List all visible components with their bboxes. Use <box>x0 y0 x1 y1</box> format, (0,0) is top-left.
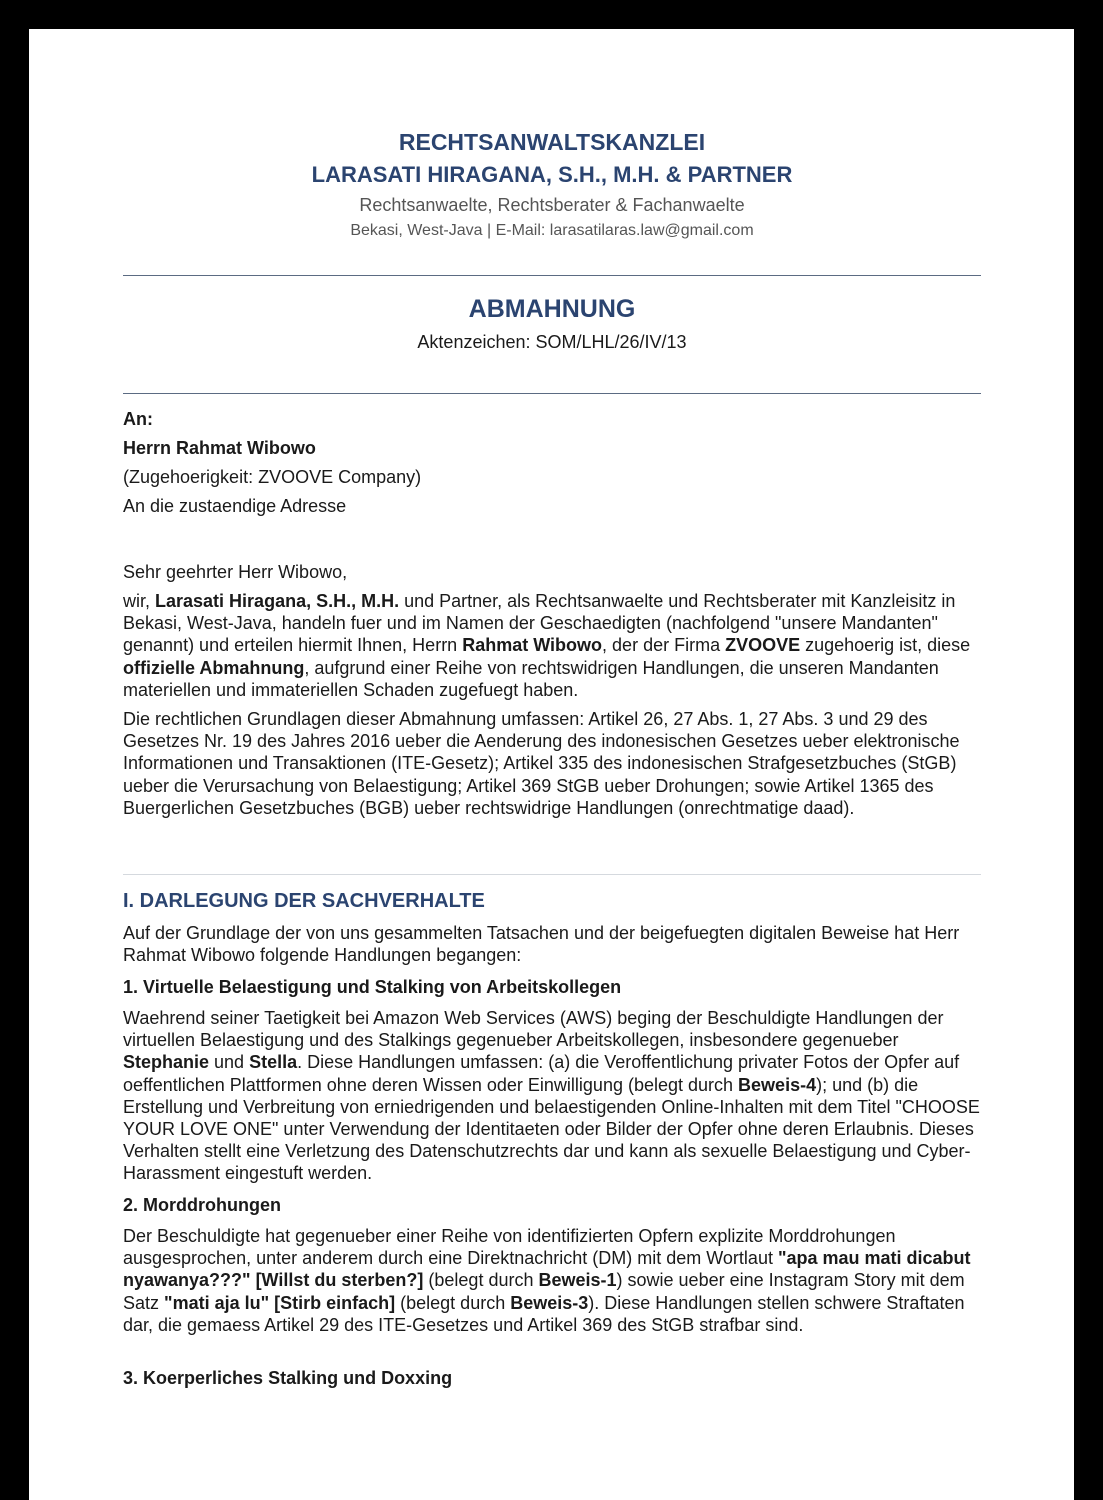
firm-tagline: Rechtsanwaelte, Rechtsberater & Fachanwaelte <box>359 195 745 215</box>
firm-name-line1: RECHTSANWALTSKANZLEI <box>398 129 706 155</box>
firm-name-line2: LARASATI HIRAGANA, S.H., M.H. & PARTNER <box>311 162 793 187</box>
salutation: Sehr geehrter Herr Wibowo, <box>123 562 348 582</box>
header-divider <box>123 275 981 276</box>
document-reference: Aktenzeichen: SOM/LHL/26/IV/13 <box>417 332 687 352</box>
item2-paragraph: Der Beschuldigte hat gegenueber einer Reihe von identifizierten Opfern explizite Morddrohungen ausgesprochen, unter anderem durch eine Direktnachricht (DM) mit dem Wortlaut "apa mau mati dicabut nyawanya???" [Willst du sterben?] (belegt durch Beweis-1) sowie ueber eine Instagram Story mit dem Satz "mati aja lu" [Stirb einfach] (belegt durch Beweis-3). Diese Handlungen stellen schwere Straftaten dar, die gemaess Artikel 29 des ITE-Gesetzes und Artikel 369 des StGB strafbar sind. <box>123 1226 971 1335</box>
document-title: ABMAHNUNG <box>468 295 636 323</box>
section-divider <box>123 874 981 875</box>
legal-basis-paragraph: Die rechtlichen Grundlagen dieser Abmahnung umfassen: Artikel 26, 27 Abs. 1, 27 Abs. 3 und 29 des Gesetzes Nr. 19 des Jahres 2016 ueber die Aenderung des indonesischen Gesetzes ueber elektronische Informationen und Transaktionen (ITE-Gesetz); Artikel 335 des indonesischen Strafgesetzbuches (StGB) ueber die Verursachung von Belaestigung; Artikel 369 StGB ueber Drohungen; sowie Artikel 1365 des Buergerlichen Gesetzbuches (BGB) ueber rechtswidrige Handlungen (onrechtmatige daad). <box>123 709 960 818</box>
intro-paragraph: wir, Larasati Hiragana, S.H., M.H. und Partner, als Rechtsanwaelte und Rechtsberater mit Kanzleisitz in Bekasi, West-Java, handeln fuer und im Namen der Geschaedigten (nachfolgend "unsere Mandanten" genannt) und erteilen hiermit Ihnen, Herrn Rahmat Wibowo, der der Firma ZVOOVE zugehoerig ist, diese offizielle Abmahnung, aufgrund einer Reihe von rechtswidrigen Handlungen, die unseren Mandanten materiellen und immateriellen Schaden zugefuegt haben. <box>123 591 971 700</box>
document-page <box>29 29 1074 1500</box>
section-heading: I. DARLEGUNG DER SACHVERHALTE <box>123 890 485 912</box>
item1-paragraph: Waehrend seiner Taetigkeit bei Amazon Web Services (AWS) beging der Beschuldigte Handlungen der virtuellen Belaestigung und des Stalkings gegenueber Arbeitskollegen, insbesondere gegenueber Stephanie und Stella. Diese Handlungen umfassen: (a) die Veroffentlichung privater Fotos der Opfer auf oeffentlichen Plattformen ohne deren Wissen oder Einwilligung (belegt durch Beweis-4); und (b) die Erstellung und Verbreitung von erniedrigenden und belaestigenden Online-Inhalten mit dem Titel "CHOOSE YOUR LOVE ONE" unter Verwendung der Identitaeten oder Bilder der Opfer ohne deren Erlaubnis. Dieses Verhalten stellt eine Verletzung des Datenschutzrechts dar und kann als sexuelle Belaestigung und Cyber-Harassment eingestuft werden. <box>123 1008 980 1184</box>
recipient-label: An: <box>123 409 153 429</box>
item3-heading: 3. Koerperliches Stalking und Doxxing <box>123 1368 453 1388</box>
recipient-name: Herrn Rahmat Wibowo <box>123 438 316 458</box>
item1-heading: 1. Virtuelle Belaestigung und Stalking von Arbeitskollegen <box>123 977 622 997</box>
section-intro: Auf der Grundlage der von uns gesammelten Tatsachen und der beigefuegten digitalen Beweise hat Herr Rahmat Wibowo folgende Handlungen begangen: <box>123 923 960 966</box>
item2-heading: 2. Morddrohungen <box>123 1195 281 1215</box>
title-divider <box>123 393 981 394</box>
recipient-address: An die zustaendige Adresse <box>123 496 347 516</box>
recipient-affiliation: (Zugehoerigkeit: ZVOOVE Company) <box>123 467 422 487</box>
firm-contact: Bekasi, West-Java | E-Mail: larasatilaras.law@gmail.com <box>350 222 754 239</box>
